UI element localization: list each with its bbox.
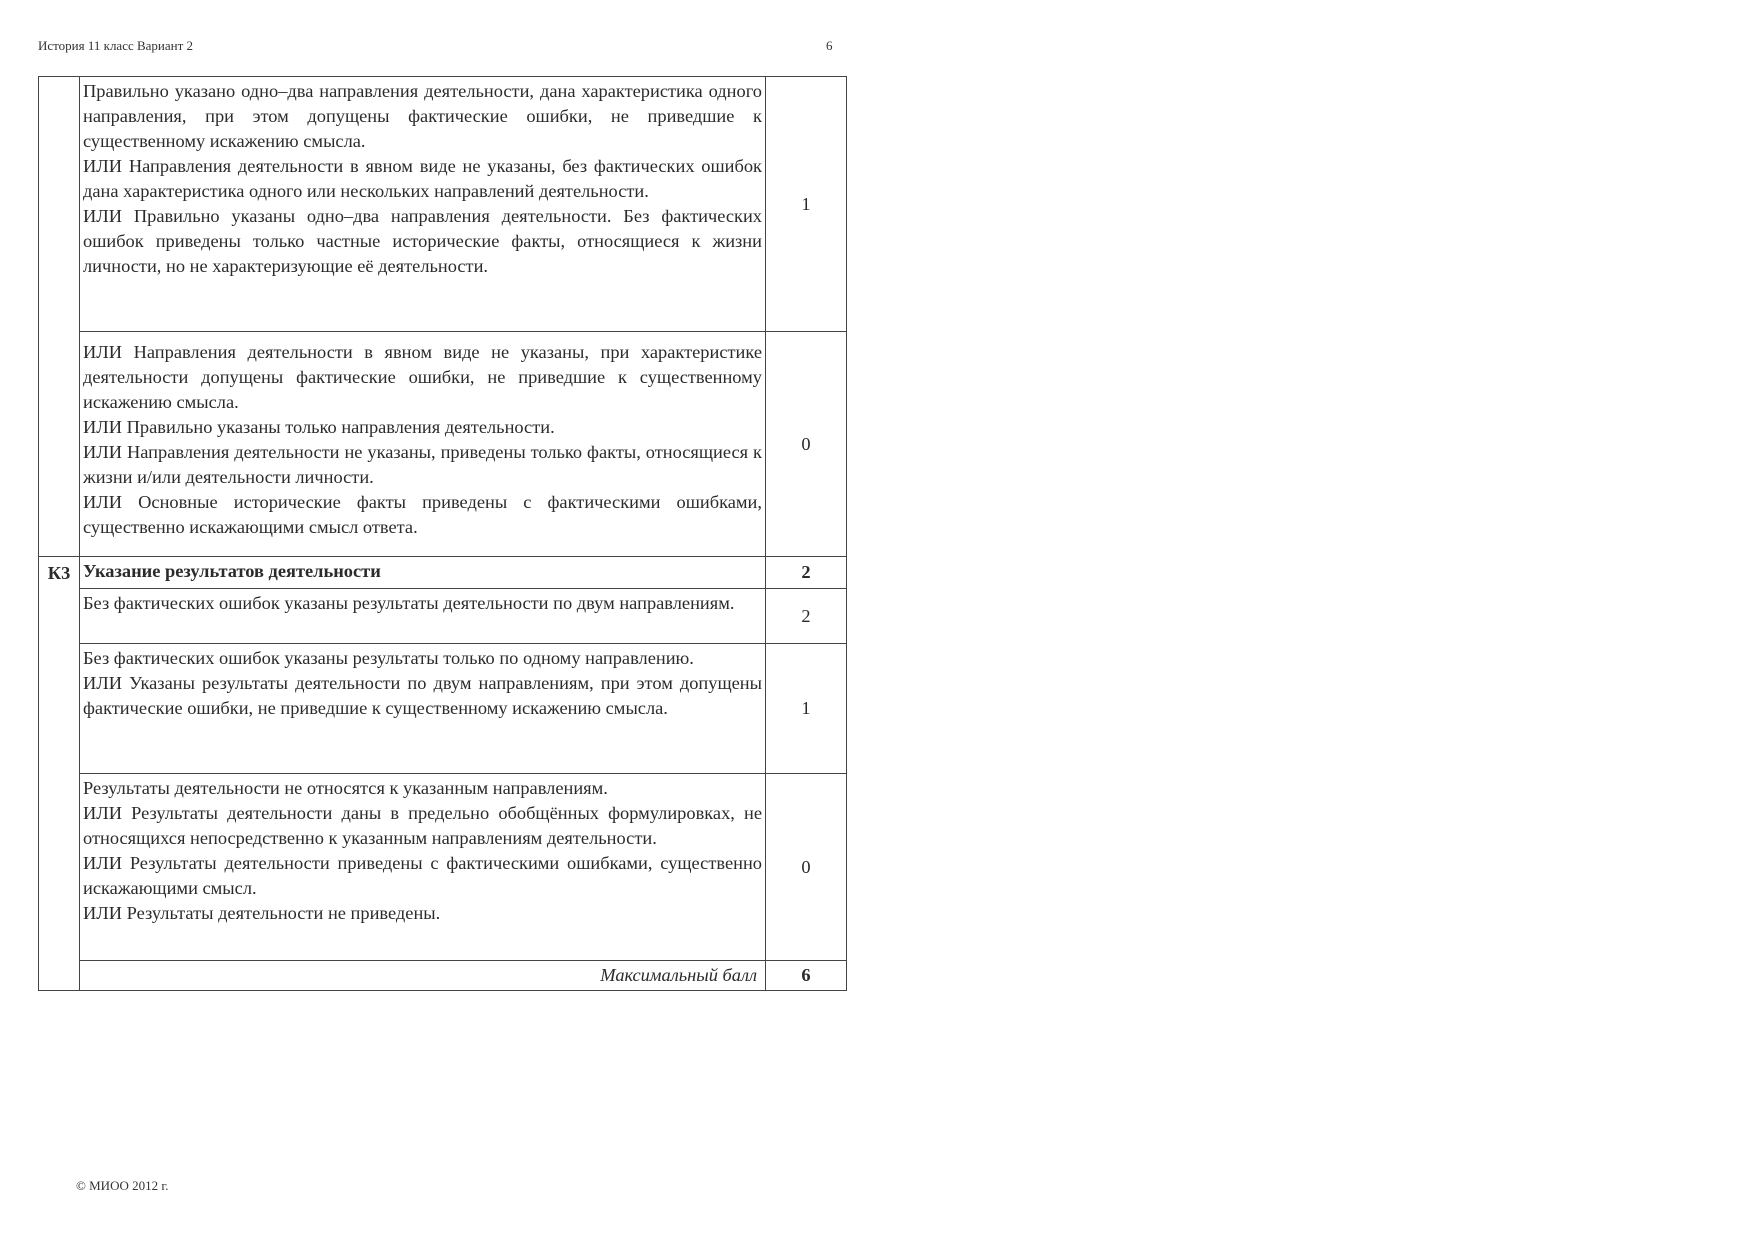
criteria-table bbox=[38, 76, 847, 991]
table-row bbox=[39, 77, 847, 332]
criterion-description bbox=[80, 332, 766, 557]
page-number: 6 bbox=[826, 38, 833, 53]
score-cell: 1 bbox=[766, 77, 847, 332]
score-cell: 0 bbox=[766, 332, 847, 557]
max-score-value: 6 bbox=[766, 961, 847, 991]
score-cell: 2 bbox=[766, 589, 847, 644]
table-row bbox=[39, 332, 847, 557]
score-cell: 0 bbox=[766, 774, 847, 961]
criterion-description bbox=[80, 774, 766, 961]
criterion-paragraph: Без фактических ошибок указаны результаты деятельности по двум направлениям. bbox=[83, 593, 735, 613]
table-row bbox=[39, 589, 847, 644]
table-row bbox=[39, 644, 847, 774]
criterion-code: К3 bbox=[39, 557, 80, 991]
criterion-paragraph: ИЛИ Направления деятельности не указаны, приведены только факты, относящиеся к жизни и/или деятельности личности. bbox=[83, 442, 762, 487]
criterion-paragraph: ИЛИ Результаты деятельности приведены с фактическими ошибками, существенно искажающими смысл. bbox=[83, 853, 762, 898]
header-subject: История 11 класс Вариант 2 bbox=[38, 38, 194, 53]
criterion-paragraph: Результаты деятельности не относятся к указанным направлениям. bbox=[83, 778, 608, 798]
criterion-paragraph: Правильно указано одно–два направления деятельности, дана характеристика одного направления, при этом допущены фактические ошибки, не приведшие к существенному искажению смысла. bbox=[83, 81, 762, 151]
criterion-paragraph: ИЛИ Указаны результаты деятельности по двум направлениям, при этом допущены фактические ошибки, не приведшие к существенному искажению смысла. bbox=[83, 673, 762, 718]
criterion-max-score: 2 bbox=[766, 557, 847, 589]
criterion-paragraph: ИЛИ Направления деятельности в явном виде не указаны, без фактических ошибок дана характеристика одного или нескольких направлений деятельности. bbox=[83, 156, 762, 201]
criterion-paragraph: ИЛИ Правильно указаны только направления деятельности. bbox=[83, 417, 555, 437]
criterion-paragraph: Без фактических ошибок указаны результаты только по одному направлению. bbox=[83, 648, 694, 668]
criterion-paragraph: ИЛИ Направления деятельности в явном виде не указаны, при характеристике деятельности допущены фактические ошибки, не приведшие к существенному искажению смысла. bbox=[83, 342, 762, 412]
criterion-paragraph: ИЛИ Правильно указаны одно–два направления деятельности. Без фактических ошибок приведены только частные исторические факты, относящиеся к жизни личности, но не характеризующие её деятельности. bbox=[83, 206, 762, 276]
table-row-max bbox=[39, 961, 847, 991]
criterion-paragraph: ИЛИ Результаты деятельности даны в предельно обобщённых формулировках, не относящихся непосредственно к указанным направлениям деятельности. bbox=[83, 803, 762, 848]
copyright: © МИОО 2012 г. bbox=[76, 1178, 169, 1193]
criterion-description bbox=[80, 644, 766, 774]
criterion-title: Указание результатов деятельности bbox=[80, 557, 766, 589]
score-cell: 1 bbox=[766, 644, 847, 774]
criterion-description bbox=[80, 77, 766, 332]
criterion-description bbox=[80, 589, 766, 644]
criterion-paragraph: ИЛИ Основные исторические факты приведены с фактическими ошибками, существенно искажающими смысл ответа. bbox=[83, 492, 762, 537]
table-row-k3-header bbox=[39, 557, 847, 589]
code-cell bbox=[39, 77, 80, 557]
table-row bbox=[39, 774, 847, 961]
max-score-label: Максимальный балл bbox=[80, 961, 766, 991]
criterion-paragraph: ИЛИ Результаты деятельности не приведены. bbox=[83, 903, 441, 923]
